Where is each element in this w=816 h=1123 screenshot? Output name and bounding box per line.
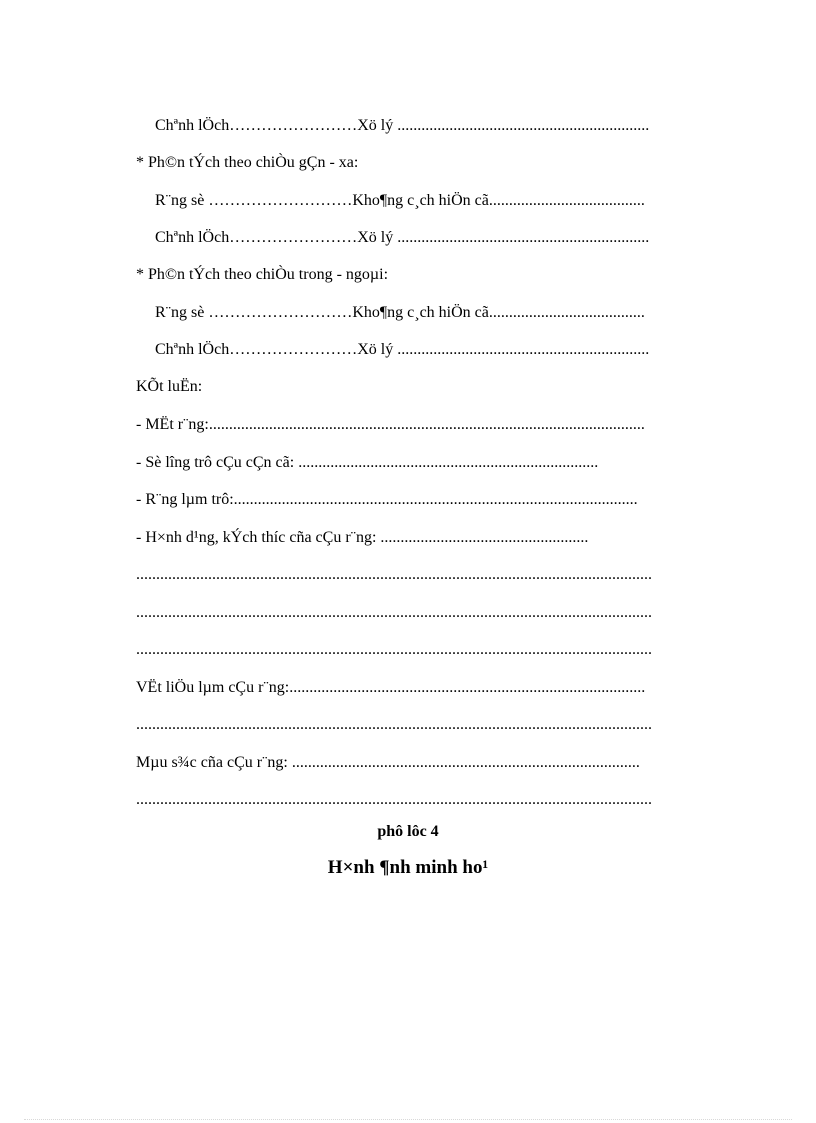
line-rang-lam-tru: - R¨ng lµm trô:..................................................................................................... <box>136 491 638 508</box>
line-mat-rang: - MËt r¨ng:............................................................................................................. <box>136 416 645 433</box>
line-phan-tich-gan-xa: * Ph©n tÝch theo chiÒu gÇn - xa: <box>136 154 359 171</box>
line-blank-4: ................................................................................................................................. <box>136 716 652 733</box>
line-mau-sac: Mµu s¾c cña cÇu r¨ng: ....................................................................................... <box>136 754 640 771</box>
line-blank-5: ................................................................................................................................. <box>136 791 652 808</box>
line-hinh-dang: - H×nh d¹ng, kÝch thíc cña cÇu r¨ng: .................................................... <box>136 529 589 546</box>
line-so-luong-tru: - Sè lîng trô cÇu cÇn cã: ........................................................................... <box>136 454 599 471</box>
line-ket-luan: KÕt luËn: <box>136 378 203 395</box>
line-vat-lieu: VËt liÖu lµm cÇu r¨ng:......................................................................................... <box>136 679 646 696</box>
page-bottom-divider <box>24 1119 792 1120</box>
line-chenh-lech-3: Chªnh lÖch……………………Xö lý ............................................................... <box>155 341 650 358</box>
line-chenh-lech-1: Chªnh lÖch……………………Xö lý ............................................................... <box>155 117 650 134</box>
line-chenh-lech-2: Chªnh lÖch……………………Xö lý ............................................................... <box>155 229 650 246</box>
appendix-title: H×nh ¶nh minh ho¹ <box>327 857 489 878</box>
line-blank-2: ................................................................................................................................. <box>136 604 652 621</box>
line-blank-3: ................................................................................................................................. <box>136 641 652 658</box>
line-phan-tich-trong-ngoai: * Ph©n tÝch theo chiÒu trong - ngoµi: <box>136 266 389 283</box>
line-rang-so-1: R¨ng sè ………………………Kho¶ng c¸ch hiÖn cã....................................... <box>155 192 645 209</box>
line-blank-1: ................................................................................................................................. <box>136 566 652 583</box>
appendix-subtitle: phô lôc 4 <box>377 823 439 840</box>
line-rang-so-2: R¨ng sè ………………………Kho¶ng c¸ch hiÖn cã....................................... <box>155 304 645 321</box>
